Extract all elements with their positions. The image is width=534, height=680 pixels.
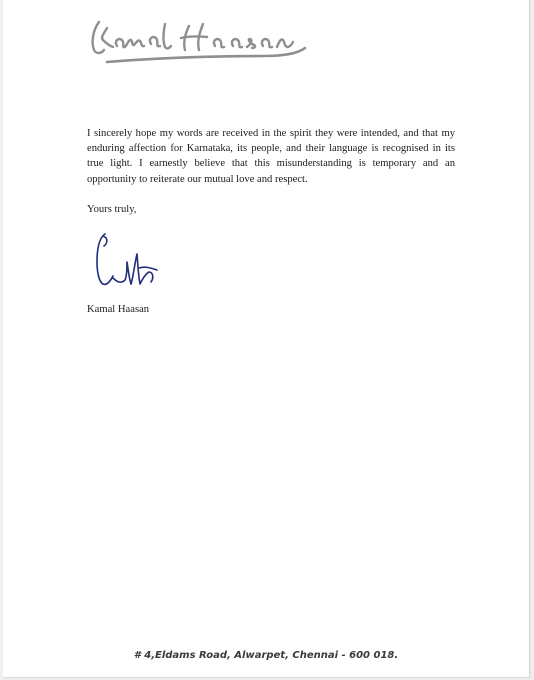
letter-body-paragraph: I sincerely hope my words are received in the spirit they were intended, and that my enduring affection for Karnataka, its people, and their language is recognised in its true light. I earnestly believe that this misunderstanding is temporary and an opportunity to reiterate our mutual love and respect. — [87, 128, 455, 185]
footer-address: # 4,Eldams Road, Alwarpet, Chennai - 600 018. — [133, 650, 399, 661]
handwritten-signature — [87, 228, 167, 296]
letterhead-name-logo — [85, 12, 315, 76]
letter-closing: Yours truly, — [87, 204, 137, 215]
letter-page — [3, 0, 530, 678]
signer-name: Kamal Haasan — [87, 304, 150, 315]
